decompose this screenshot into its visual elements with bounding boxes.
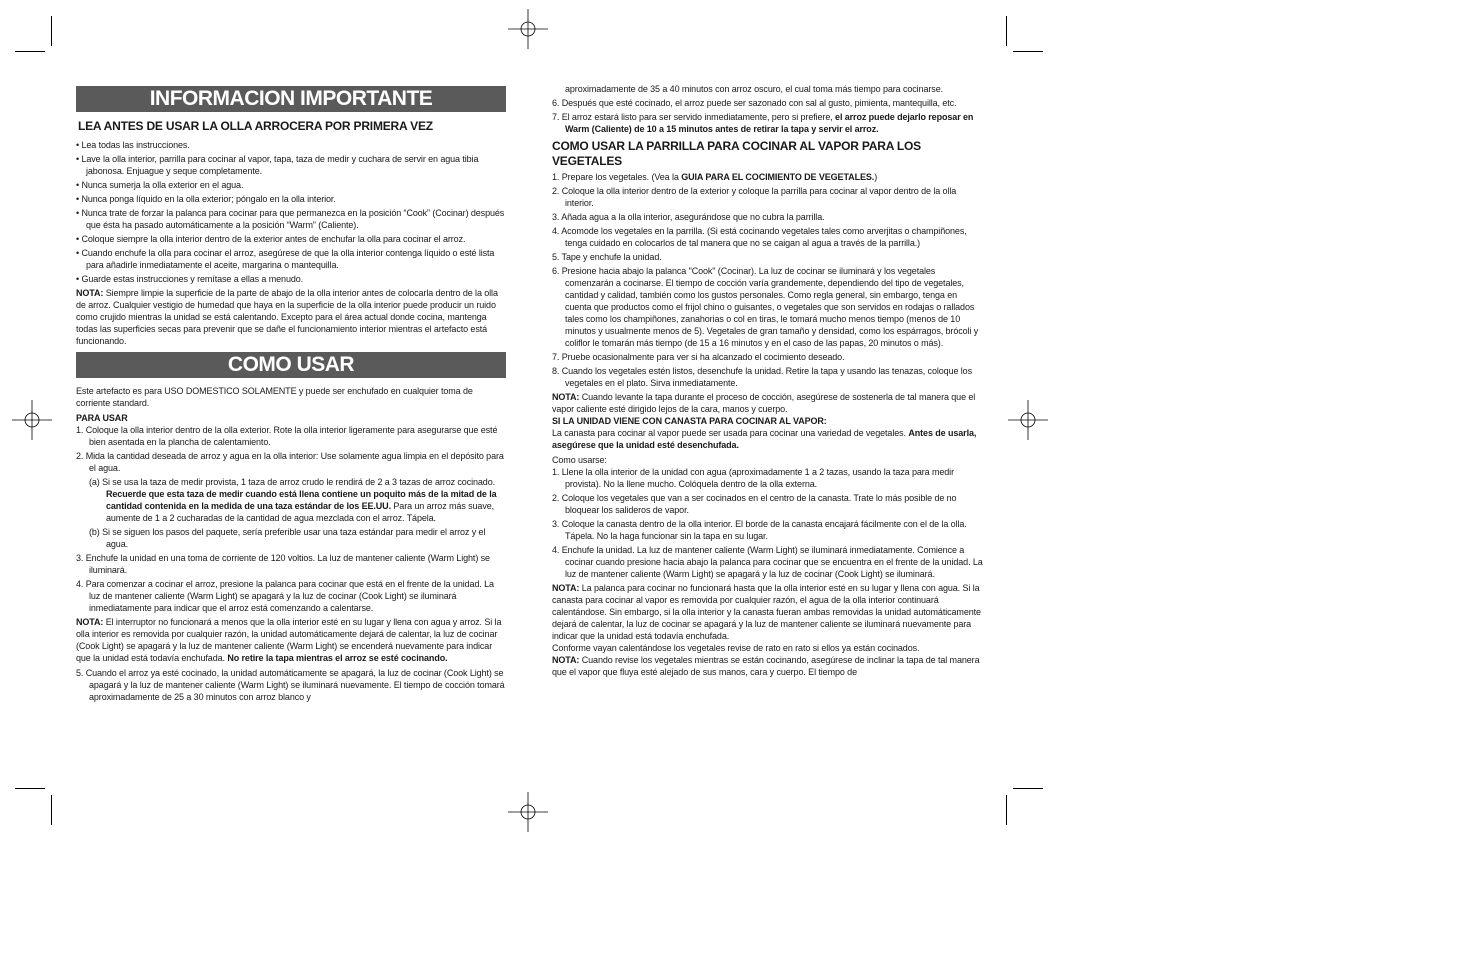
bullet-item: • Cuando enchufe la olla para cocinar el arroz, asegúrese de que la olla interior contenga líquido o esté lista para añadirle inmediatamente el aceite, margarina o mantequilla. bbox=[76, 248, 495, 270]
crop-mark bbox=[51, 795, 52, 825]
crop-mark bbox=[1013, 788, 1043, 789]
bullet-item: • Nunca ponga líquido en la olla exterior; póngalo en la olla interior. bbox=[76, 194, 336, 204]
step-item: 1. Llene la olla interior de la unidad con agua (aproximadamente 1 a 2 tazas, usando la taza para medir provista). No la llene mucho. Colóquela dentro de la olla externa. bbox=[552, 467, 954, 489]
step-item: 1. Coloque la olla interior dentro de la olla exterior. Rote la olla interior ligeramente para asegurarse que esté bien asentada en la plancha de calentamiento. bbox=[76, 425, 498, 447]
subtitle-parrilla: COMO USAR LA PARRILLA PARA COCINAR AL VAPOR PARA LOS VEGETALES bbox=[552, 139, 921, 168]
registration-mark bbox=[12, 400, 52, 440]
step-item: 2. Coloque la olla interior dentro de la exterior y coloque la parrilla para cocinar al vapor dentro de la olla interior. bbox=[552, 186, 957, 208]
crop-mark bbox=[1006, 16, 1007, 46]
step-item: 3. Coloque la canasta dentro de la olla interior. El borde de la canasta encajará fácilmente con el de la olla. Tápela. No la haga funcionar sin la tapa en su lugar. bbox=[552, 519, 967, 541]
crop-mark bbox=[15, 788, 45, 789]
step-item: 5. Tape y enchufe la unidad. bbox=[552, 252, 662, 262]
crop-mark bbox=[1006, 795, 1007, 825]
step-item: 4. Enchufe la unidad. La luz de mantener caliente (Warm Light) se iluminará inmediatamente. Comience a cocinar cuando presione hacia abajo la palanca para cocinar que se encuentra en el frente de la unidad. La luz de mantener caliente (Warm Light) se apagará y la luz de cocinar (Cook Light) se iluminará. bbox=[552, 545, 983, 579]
step-item: 5. Cuando el arroz ya esté cocinado, la unidad automáticamente se apagará, la luz de cocinar (Cook Light) se apagará y la luz de mantener caliente (Warm Light) se iluminará nuevamente. El tiempo de cocción tomará aproximadamente de 25 a 30 minutos con arroz blanco y bbox=[76, 668, 505, 702]
step-item: 2. Coloque los vegetales que van a ser cocinados en el centro de la canasta. Trate lo más posible de no bloquear los salideros de vapor. bbox=[552, 493, 957, 515]
step-item: 1. Prepare los vegetales. (Vea la GUIA PARA EL COCIMIENTO DE VEGETALES.) bbox=[552, 172, 878, 182]
step-item: 6. Presione hacia abajo la palanca "Cook" (Cocinar). La luz de cocinar se iluminará y los vegetales comenzarán a cocinarse. El tiempo de cocción varía grandemente, dependiendo del tipo de vegetales, cantidad y calidad, también como los gustos personales. Como regla general, sin embargo, tenga en cuenta que productos como el frijol chino o guisantes, o vegetales que son servidos en rodajas o rallados tales como los champiñones, zanahorias o col en tiras, le tomará mucho menos tiempo (menos de 10 minutos y usualmente menos de 5). Vegetales de gran tamaño y densidad, como los espárragos, brócoli y coliflor le tomarán más tiempo (de 15 a 16 minutos y en el caso de las papas, 20 minutos o más). bbox=[552, 266, 979, 348]
step-item: 7. El arroz estará listo para ser servido inmediatamente, pero si prefiere, el arroz puede dejarlo reposar en Warm (Caliente) de 10 a 15 minutos antes de retirar la tapa y servir el arroz. bbox=[552, 112, 974, 134]
step-item: 4. Acomode los vegetales en la parrilla. (Si está cocinando vegetales tales como arverjitas o champiñones, tenga cuidado en colocarlos de tal manera que no se caigan al agua a través de la parrilla.) bbox=[552, 226, 967, 248]
crop-mark bbox=[1013, 51, 1043, 52]
step-item: 8. Cuando los vegetales estén listos, desenchufe la unidad. Retire la tapa y usando las tenazas, coloque los vegetales en el plato. Sirva inmediatamente. bbox=[552, 366, 972, 388]
nota-paragraph: NOTA: Cuando levante la tapa durante el proceso de cocción, asegúrese de sostenerla de tal manera que el vapor caliente esté dirigido lejos de la cara, manos y cuerpo. bbox=[552, 392, 976, 414]
nota-paragraph: NOTA: La palanca para cocinar no funcionará hasta que la olla interior esté en su lugar y llena con agua. Si la canasta para cocinar al vapor es removida por cualquier razón, el agua de la olla interior continuará calentándose. Sin embargo, si la olla interior y la canasta fueran ambas removidas la unidad automáticamente dejará de calentar, la luz de cocinar se apagará y la luz de mantener caliente se iluminará nuevamente para indicar que la unidad está todavía enchufada. bbox=[552, 583, 981, 641]
substep-item: (a) Si se usa la taza de medir provista, 1 taza de arroz crudo le rendirá de 2 a 3 tazas de arroz cocinado. Recuerde que esta taza de medir cuando está llena contiene un poquito más de la mitad de la cantidad contenida en la medida de una taza estándar de los EE.UU. Para un arroz más suave, aumente de 1 a 2 cucharadas de la cantidad de agua mezclada con el arroz. Tápela. bbox=[89, 477, 497, 523]
como-usarse-label: Como usarse: bbox=[552, 455, 607, 465]
right-column bbox=[552, 83, 984, 678]
nota-paragraph: NOTA: El interruptor no funcionará a menos que la olla interior esté en su lugar y llena con agua y arroz. Si la olla interior es removida por cualquier razón, la unidad automáticamente dejará de calentar, la luz de cocinar (Cook Light) se apagará y la luz de mantener caliente (Warm Light) se encenderá nuevamente para indicar que la unidad está todavía enchufada. No retire la tapa mientras el arroz se esté cocinando. bbox=[76, 617, 502, 663]
continued-text: aproximadamente de 35 a 40 minutos con arroz oscuro, el cual toma más tiempo para cocinarse. bbox=[565, 84, 943, 94]
bullet-item: • Coloque siempre la olla interior dentro de la exterior antes de enchufar la olla para cocinar el arroz. bbox=[76, 234, 466, 244]
bullet-item: • Lave la olla interior, parrilla para cocinar al vapor, tapa, taza de medir y cuchara de servir en agua tibia jabonosa. Enjuague y seque completamente. bbox=[76, 154, 479, 176]
step-item: 2. Mida la cantidad deseada de arroz y agua en la olla interior: Use solamente agua limpia en el depósito para el agua. bbox=[76, 451, 504, 473]
para-usar-heading: PARA USAR bbox=[76, 413, 128, 423]
left-column bbox=[76, 86, 506, 705]
step-item: 7. Pruebe ocasionalmente para ver si ha alcanzado el cocimiento deseado. bbox=[552, 352, 845, 362]
canasta-paragraph: La canasta para cocinar al vapor puede ser usada para cocinar una variedad de vegetales. Antes de usarla, asegúrese que la unidad esté desenchufada. bbox=[552, 428, 977, 450]
crop-mark bbox=[51, 16, 52, 46]
banner-como-usar: COMO USAR bbox=[76, 352, 506, 378]
bullet-item: • Nunca trate de forzar la palanca para cocinar para que permanezca en la posición “Cook” (Cocinar) después que ésta ha pasado automáticamente a la posición “Warm” (Caliente). bbox=[76, 208, 505, 230]
canasta-heading: SI LA UNIDAD VIENE CON CANASTA PARA COCINAR AL VAPOR: bbox=[552, 416, 827, 426]
step-item: 3. Añada agua a la olla interior, asegurándose que no cubra la parrilla. bbox=[552, 212, 825, 222]
bullet-item: • Guarde estas instrucciones y remítase a ellas a menudo. bbox=[76, 274, 304, 284]
bullet-item: • Nunca sumerja la olla exterior en el agua. bbox=[76, 180, 244, 190]
subtitle-lea-antes: LEA ANTES DE USAR LA OLLA ARROCERA POR PRIMERA VEZ bbox=[78, 119, 433, 133]
conforme-paragraph: Conforme vayan calentándose los vegetales revise de rato en rato si ellos ya están cocinados. bbox=[552, 643, 920, 653]
crop-mark bbox=[15, 51, 45, 52]
bullet-item: • Lea todas las instrucciones. bbox=[76, 140, 190, 150]
step-item: 4. Para comenzar a cocinar el arroz, presione la palanca para cocinar que está en el frente de la unidad. La luz de mantener caliente (Warm Light) se apagará y la luz de cocinar (Cook Light) se iluminará inmediatamente para indicar que el arroz está comenzando a calentarse. bbox=[76, 579, 494, 613]
banner-informacion-importante: INFORMACION IMPORTANTE bbox=[76, 86, 506, 112]
nota-paragraph: NOTA: Cuando revise los vegetales mientras se están cocinando, asegúrese de inclinar la tapa de tal manera que el vapor que fluya esté alejado de sus manos, cara y cuerpo. El tiempo de bbox=[552, 655, 980, 677]
step-item: 6. Después que esté cocinado, el arroz puede ser sazonado con sal al gusto, pimienta, mantequilla, etc. bbox=[552, 98, 957, 108]
registration-mark bbox=[1008, 400, 1048, 440]
step-item: 3. Enchufe la unidad en una toma de corriente de 120 voltios. La luz de mantener caliente (Warm Light) se iluminará. bbox=[76, 553, 490, 575]
intro-paragraph: Este artefacto es para USO DOMESTICO SOLAMENTE y puede ser enchufado en cualquier toma de corriente standard. bbox=[76, 386, 473, 408]
registration-mark bbox=[508, 792, 548, 832]
substep-item: (b) Si se siguen los pasos del paquete, sería preferible usar una taza estándar para medir el arroz y el agua. bbox=[89, 527, 486, 549]
nota-paragraph: NOTA: Siempre limpie la superficie de la parte de abajo de la olla interior antes de colocarla dentro de la olla de arroz. Cualquier vestigio de humedad que haya en la superficie de la olla interior puede producir un ruido como crujido mientras la unidad se está calentando. Excepto para el área actual donde cocina, mantenga todas las superficies secas para prevenir que se dañe el funcionamiento interior mientras el artefacto está funcionando. bbox=[76, 288, 498, 346]
registration-mark bbox=[508, 9, 548, 49]
